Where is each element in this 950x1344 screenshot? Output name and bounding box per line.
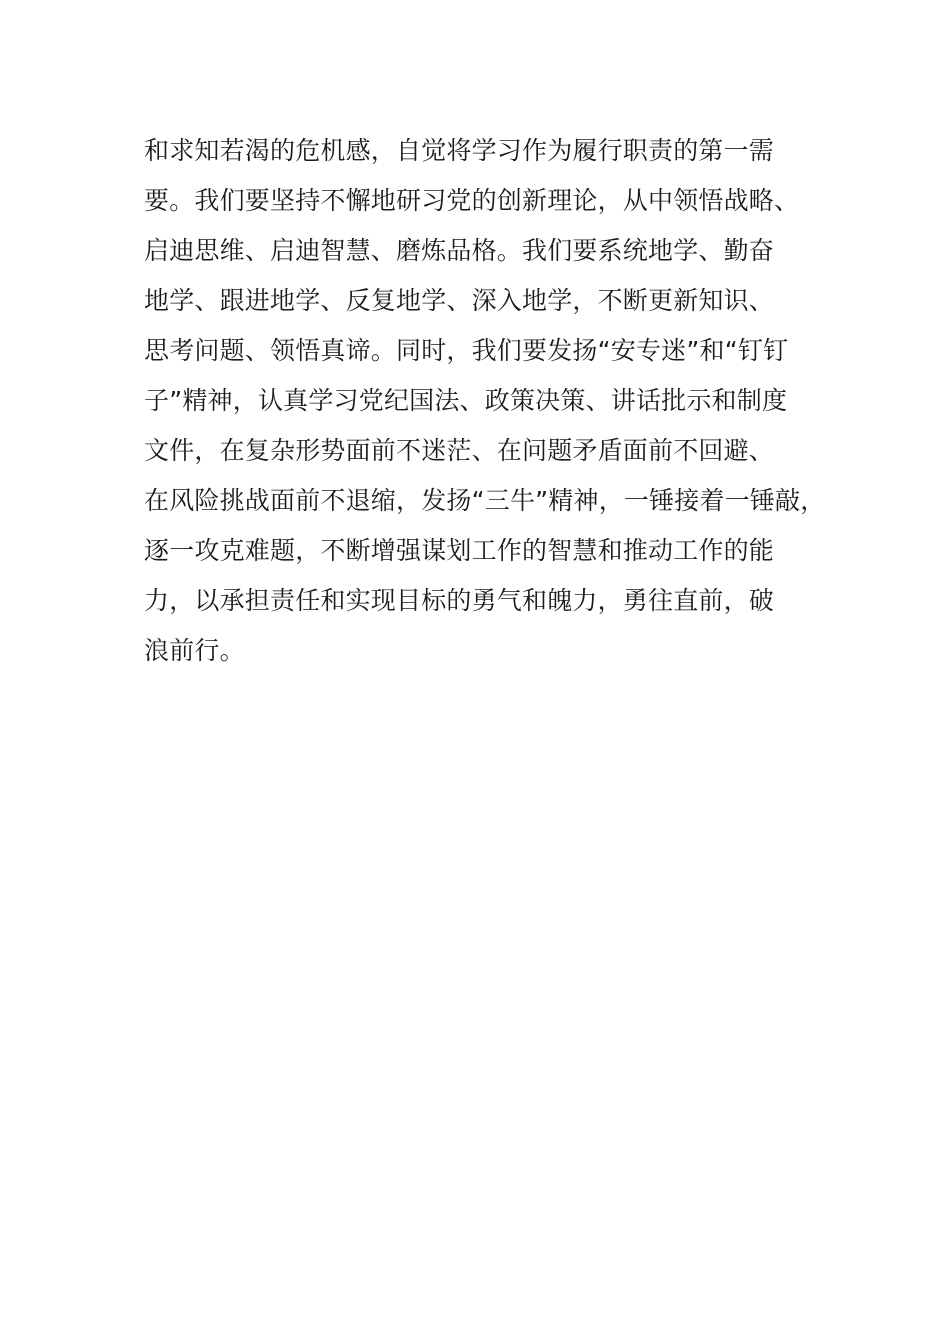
paragraph-line: 子”精神，认真学习党纪国法、政策决策、讲话批示和制度	[144, 386, 788, 415]
paragraph-line: 逐一攻克难题，不断增强谋划工作的智慧和推动工作的能	[144, 536, 775, 565]
paragraph-line: 要。我们要坚持不懈地研习党的创新理论，从中领悟战略、	[144, 186, 800, 215]
paragraph-line: 浪前行。	[144, 636, 245, 665]
paragraph-line: 和求知若渴的危机感，自觉将学习作为履行职责的第一需	[144, 136, 775, 165]
paragraph-line: 地学、跟进地学、反复地学、深入地学，不断更新知识、	[144, 286, 775, 315]
body-paragraph	[144, 126, 844, 676]
paragraph-line: 文件，在复杂形势面前不迷茫、在问题矛盾面前不回避、	[144, 436, 775, 465]
paragraph-line: 思考问题、领悟真谛。同时，我们要发扬“安专迷”和“钉钉	[144, 336, 789, 365]
paragraph-line: 力，以承担责任和实现目标的勇气和魄力，勇往直前，破	[144, 586, 775, 615]
paragraph-line: 启迪思维、启迪智慧、磨炼品格。我们要系统地学、勤奋	[144, 236, 775, 265]
paragraph-line: 在风险挑战面前不退缩，发扬“三牛”精神，一锤接着一锤敲，	[144, 486, 826, 515]
